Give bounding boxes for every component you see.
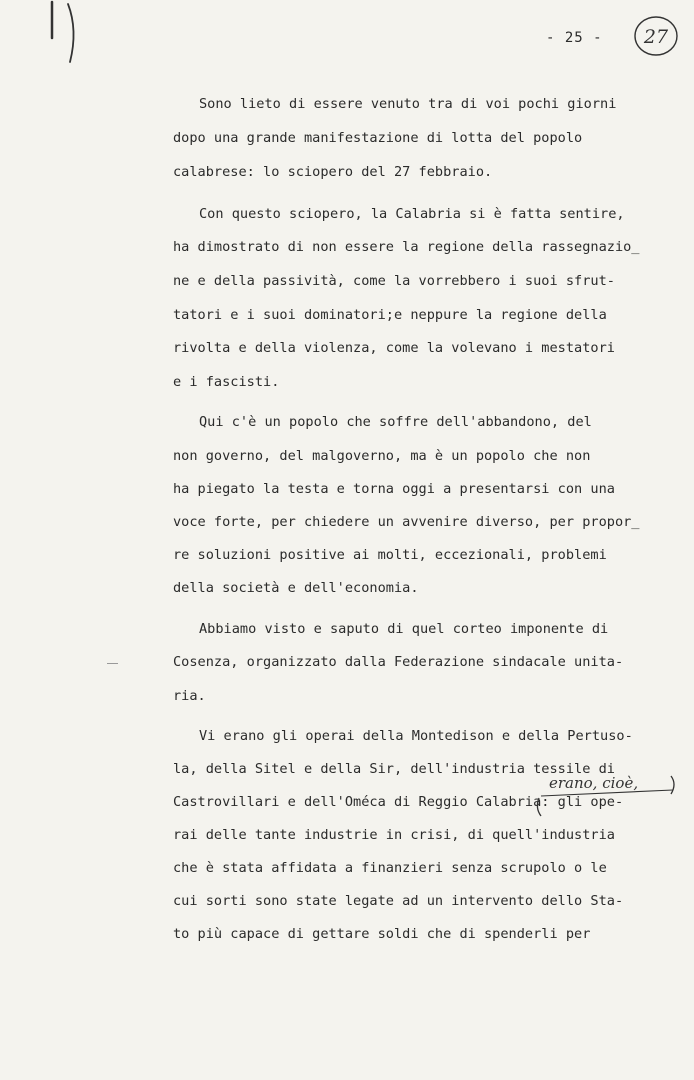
text-line: che è stata affidata a finanzieri senza scrupolo o le (173, 860, 607, 876)
text-line: la, della Sitel e della Sir, dell'industria tessile di (173, 761, 615, 777)
text-line: Con questo sciopero, la Calabria si è fatta sentire, (199, 206, 625, 222)
text-line: e i fascisti. (173, 374, 280, 390)
text-line: ria. (173, 688, 206, 704)
text-line: Qui c'è un popolo che soffre dell'abbandono, del (199, 414, 592, 430)
text-line: Cosenza, organizzato dalla Federazione sindacale unita- (173, 654, 624, 670)
text-line: dopo una grande manifestazione di lotta del popolo (173, 130, 583, 146)
text-line: voce forte, per chiedere un avvenire diverso, per propor_ (173, 514, 640, 530)
text-line: re soluzioni positive ai molti, eccezionali, problemi (173, 547, 607, 563)
text-line: ne e della passività, come la vorrebbero i suoi sfrut- (173, 273, 615, 289)
text-line: Abbiamo visto e saputo di quel corteo imponente di (199, 621, 609, 637)
text-line: della società e dell'economia. (173, 580, 419, 596)
handwritten-annotation (533, 768, 678, 818)
text-line: ha piegato la testa e torna oggi a presentarsi con una (173, 481, 615, 497)
text-line: rai delle tante industrie in crisi, di quell'industria (173, 827, 615, 843)
margin-mark (107, 663, 118, 664)
text-line: Sono lieto di essere venuto tra di voi pochi giorni (199, 96, 617, 112)
text-line: to più capace di gettare soldi che di spenderli per (173, 926, 591, 942)
text-line: tatori e i suoi dominatori;e neppure la regione della (173, 307, 607, 323)
handwritten-bracket-mark (44, 0, 80, 68)
page-number: - 25 - (546, 30, 603, 46)
text-line: Castrovillari e dell'Oméca di Reggio Calabria: gli ope- (173, 794, 624, 810)
text-line: ha dimostrato di non essere la regione della rassegnazio_ (173, 239, 640, 255)
text-line: rivolta e della violenza, come la volevano i mestatori (173, 340, 615, 356)
svg-text:erano, cioè,: erano, cioè, (549, 774, 639, 792)
text-line: non governo, del malgoverno, ma è un popolo che non (173, 448, 591, 464)
handwritten-page-number (633, 14, 679, 58)
text-line: cui sorti sono state legate ad un intervento dello Sta- (173, 893, 624, 909)
text-line: calabrese: lo sciopero del 27 febbraio. (173, 164, 493, 180)
text-line: Vi erano gli operai della Montedison e della Pertuso- (199, 728, 633, 744)
svg-text:27: 27 (643, 26, 669, 48)
